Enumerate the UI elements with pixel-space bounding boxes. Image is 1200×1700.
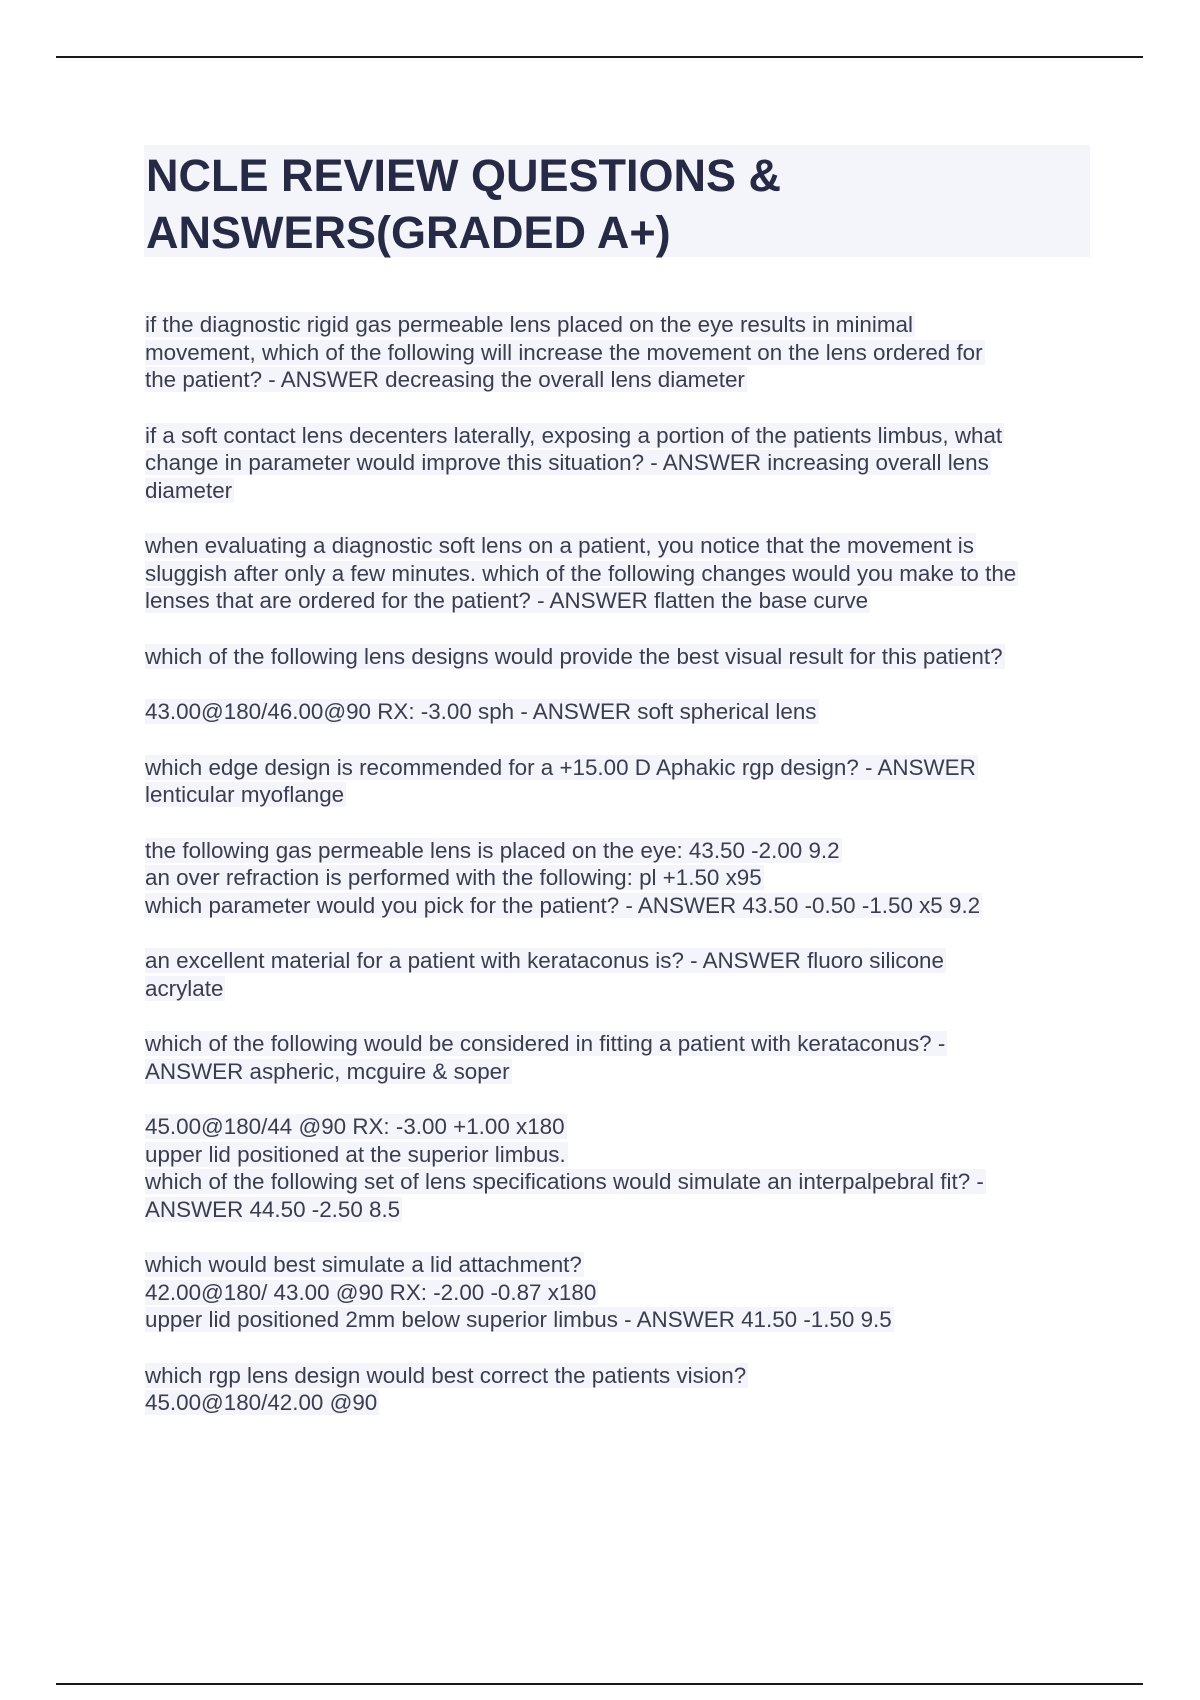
qa-line: which of the following would be considered in fitting a patient with kerataconus? - bbox=[145, 1031, 946, 1056]
qa-line: the patient? - ANSWER decreasing the overall lens diameter bbox=[145, 367, 745, 392]
qa-line: movement, which of the following will increase the movement on the lens ordered for bbox=[145, 339, 983, 365]
bottom-rule bbox=[56, 1683, 1143, 1685]
qa-entry bbox=[145, 947, 1105, 1002]
qa-entry bbox=[145, 698, 1105, 726]
qa-line: an excellent material for a patient with kerataconus is? - ANSWER fluoro silicone bbox=[145, 948, 944, 973]
qa-line: 43.00@180/46.00@90 RX: -3.00 sph - ANSWER soft spherical lens bbox=[145, 699, 817, 724]
qa-line: 45.00@180/44 @90 RX: -3.00 +1.00 x180 bbox=[145, 1114, 565, 1139]
qa-line: 42.00@180/ 43.00 @90 RX: -2.00 -0.87 x180 bbox=[145, 1279, 597, 1305]
qa-line: ANSWER aspheric, mcguire & soper bbox=[145, 1058, 510, 1084]
qa-entry bbox=[145, 837, 1105, 920]
qa-line: 45.00@180/42.00 @90 bbox=[145, 1390, 378, 1415]
qa-line: acrylate bbox=[145, 975, 224, 1001]
qa-line: if the diagnostic rigid gas permeable lens placed on the eye results in minimal bbox=[145, 312, 913, 337]
qa-entry bbox=[145, 754, 1105, 809]
qa-line: diameter bbox=[145, 477, 233, 503]
qa-line: an over refraction is performed with the following: pl +1.50 x95 bbox=[145, 865, 762, 890]
qa-line: which of the following lens designs would provide the best visual result for this patient? bbox=[145, 643, 1003, 669]
qa-line: ANSWER 44.50 -2.50 8.5 bbox=[145, 1196, 401, 1222]
qa-entry bbox=[145, 1030, 1105, 1085]
qa-entry bbox=[145, 1113, 1105, 1223]
qa-entry bbox=[145, 422, 1105, 505]
qa-line: which of the following set of lens specifications would simulate an interpalpebral fit? - bbox=[145, 1169, 984, 1194]
title-block bbox=[144, 145, 1090, 257]
qa-line: if a soft contact lens decenters laterally, exposing a portion of the patients limbus, what bbox=[145, 422, 1003, 448]
qa-entry bbox=[145, 311, 1105, 394]
title-line: NCLE REVIEW QUESTIONS & bbox=[146, 150, 782, 201]
qa-line: the following gas permeable lens is placed on the eye: 43.50 -2.00 9.2 bbox=[145, 837, 840, 863]
document-title bbox=[144, 145, 1090, 261]
qa-line: which edge design is recommended for a +15.00 D Aphakic rgp design? - ANSWER bbox=[145, 754, 976, 780]
qa-line: upper lid positioned at the superior limbus. bbox=[145, 1141, 566, 1167]
qa-line: upper lid positioned 2mm below superior limbus - ANSWER 41.50 -1.50 9.5 bbox=[145, 1307, 892, 1332]
qa-line: which would best simulate a lid attachment? bbox=[145, 1252, 582, 1277]
qa-line: lenticular myoflange bbox=[145, 782, 345, 807]
qa-entry bbox=[145, 643, 1105, 671]
top-rule bbox=[56, 56, 1143, 58]
qa-content bbox=[145, 311, 1105, 1445]
qa-line: when evaluating a diagnostic soft lens on a patient, you notice that the movement is bbox=[145, 533, 974, 558]
qa-line: which rgp lens design would best correct the patients vision? bbox=[145, 1362, 747, 1388]
qa-entry bbox=[145, 1251, 1105, 1334]
qa-entry bbox=[145, 1362, 1105, 1417]
qa-line: lenses that are ordered for the patient? - ANSWER flatten the base curve bbox=[145, 588, 869, 613]
qa-line: which parameter would you pick for the patient? - ANSWER 43.50 -0.50 -1.50 x5 9.2 bbox=[145, 892, 981, 918]
title-line: ANSWERS(GRADED A+) bbox=[146, 207, 671, 258]
qa-line: change in parameter would improve this situation? - ANSWER increasing overall lens bbox=[145, 450, 989, 475]
qa-entry bbox=[145, 532, 1105, 615]
qa-line: sluggish after only a few minutes. which of the following changes would you make to the bbox=[145, 560, 1017, 586]
